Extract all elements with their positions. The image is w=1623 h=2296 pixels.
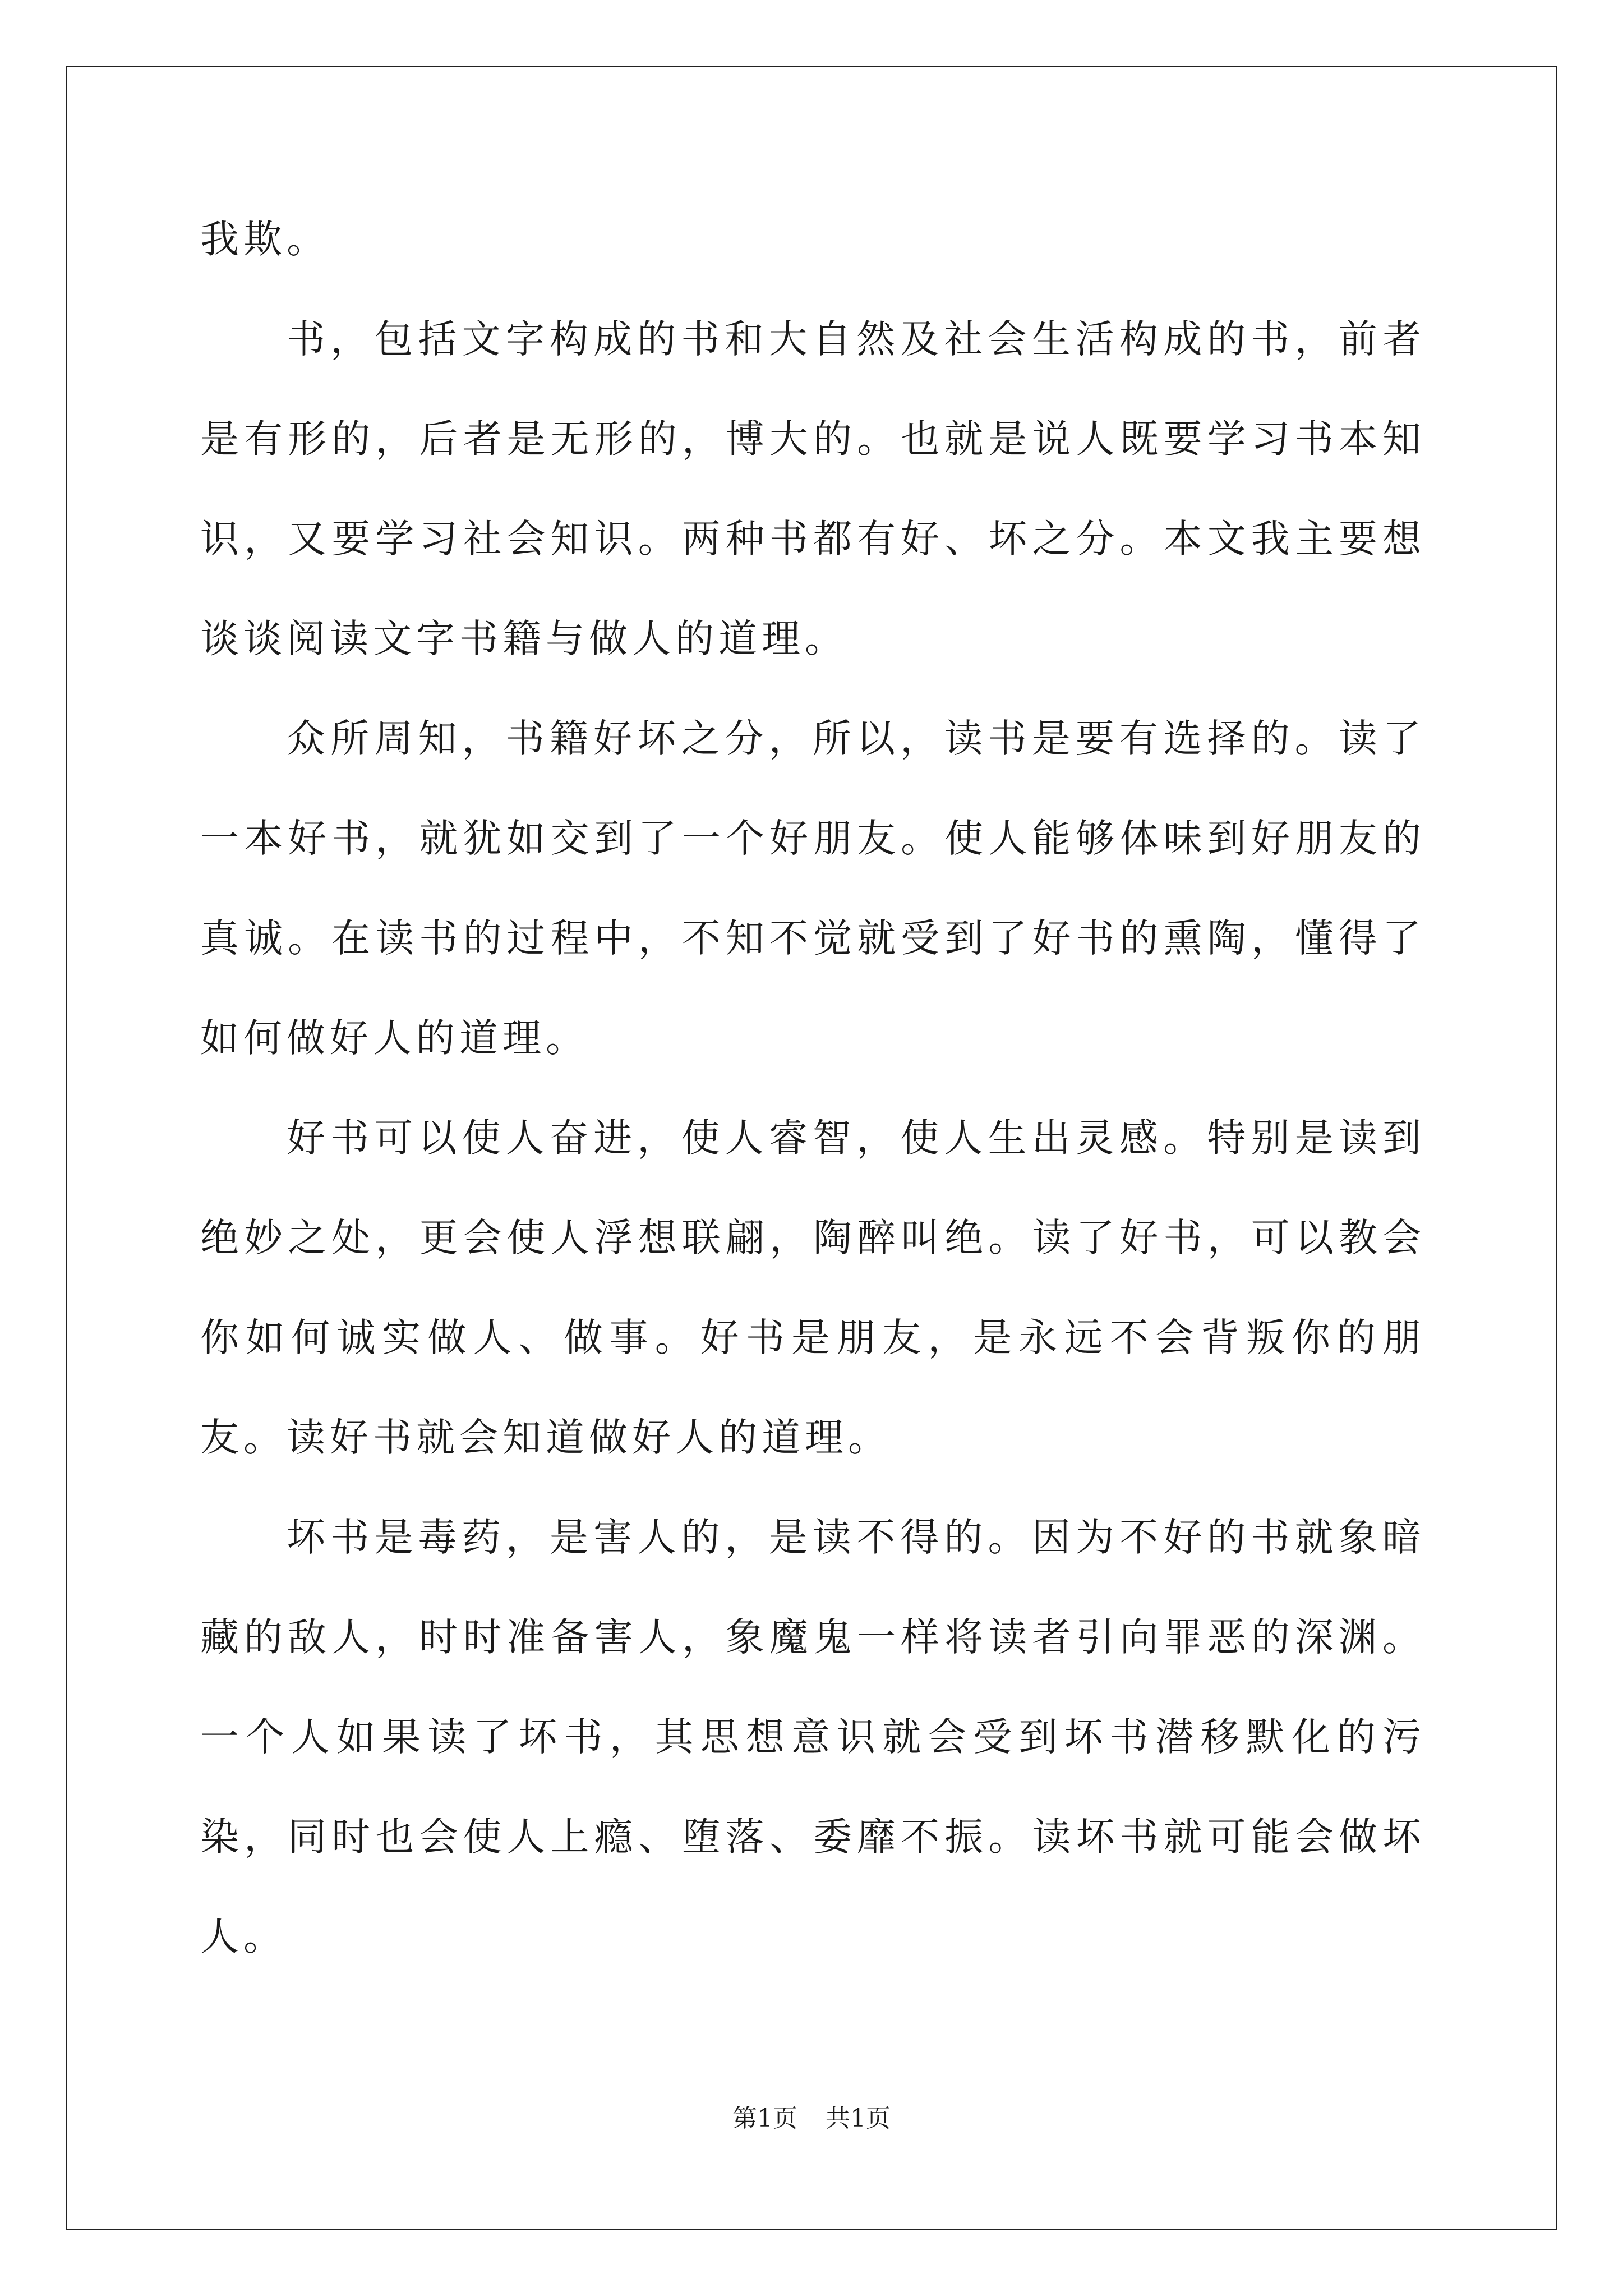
page-footer	[0, 2098, 1623, 2134]
page-total: 共1页	[826, 2104, 891, 2133]
paragraph: 我欺。	[200, 217, 330, 262]
paragraph: 好书可以使人奋进，使人睿智，使人生出灵感。特别是读到绝妙之处，更会使人浮想联翩，陶醉叫绝。读了好书，可以教会你如何诚实做人、做事。好书是朋友，是永远不会背叛你的朋友。读好书就会知道做好人的道理。	[200, 1116, 1426, 1460]
document-body	[200, 190, 1426, 1987]
page-number: 第1页	[732, 2104, 797, 2133]
paragraph: 众所周知，书籍好坏之分，所以，读书是要有选择的。读了一本好书，就犹如交到了一个好朋友。使人能够体味到好朋友的真诚。在读书的过程中，不知不觉就受到了好书的熏陶，懂得了如何做好人的道理。	[200, 716, 1426, 1061]
paragraph: 坏书是毒药，是害人的，是读不得的。因为不好的书就象暗藏的敌人，时时准备害人，象魔鬼一样将读者引向罪恶的深渊。一个人如果读了坏书，其思想意识就会受到坏书潜移默化的污染，同时也会使人上瘾、堕落、委靡不振。读坏书就可能会做坏人。	[200, 1515, 1426, 1959]
paragraph: 书，包括文字构成的书和大自然及社会生活构成的书，前者是有形的，后者是无形的，博大的。也就是说人既要学习书本知识，又要学习社会知识。两种书都有好、坏之分。本文我主要想谈谈阅读文字书籍与做人的道理。	[200, 317, 1426, 661]
